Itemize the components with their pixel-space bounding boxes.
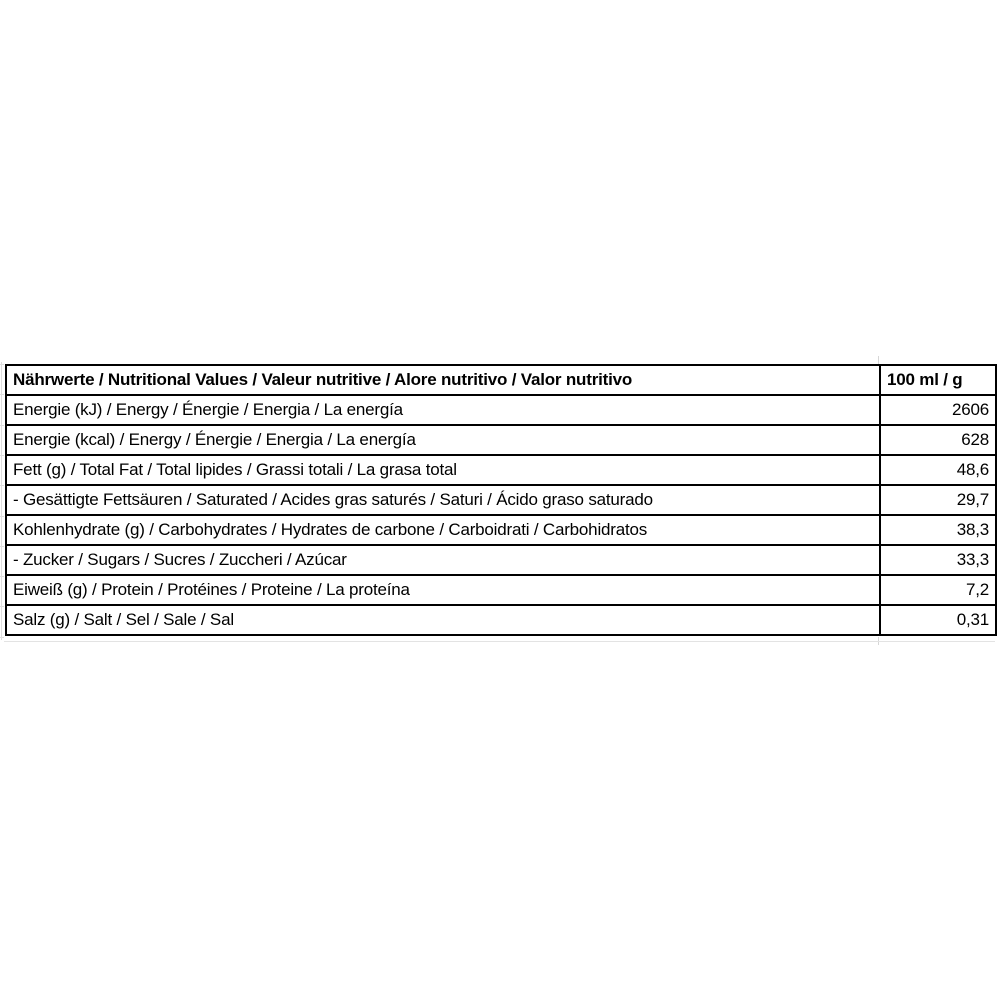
table-row [6,545,996,575]
gridline-stub-top [878,356,879,364]
table-row [6,455,996,485]
row-value: 38,3 [880,515,996,545]
table-row [6,395,996,425]
row-value: 7,2 [880,575,996,605]
row-value: 33,3 [880,545,996,575]
row-label: Salz (g) / Salt / Sel / Sale / Sal [6,605,880,635]
row-label: Fett (g) / Total Fat / Total lipides / Grassi totali / La grasa total [6,455,880,485]
table-body [6,395,996,635]
table-header-row [6,365,996,395]
row-value: 0,31 [880,605,996,635]
gridline-row-stub [0,516,4,517]
gridline-row-stub [0,606,4,607]
row-value: 29,7 [880,485,996,515]
row-label: - Gesättigte Fettsäuren / Saturated / Acides gras saturés / Saturi / Ácido graso saturado [6,485,880,515]
row-label: - Zucker / Sugars / Sucres / Zuccheri / Azúcar [6,545,880,575]
table-header-value-column: 100 ml / g [880,365,996,395]
row-label: Eiweiß (g) / Protein / Protéines / Proteine / La proteína [6,575,880,605]
table-header-label: Nährwerte / Nutritional Values / Valeur nutritive / Alore nutritivo / Valor nutritivo [6,365,880,395]
gridline-below-table [4,641,995,642]
table-row [6,485,996,515]
gridline-row-stub [0,425,4,426]
gridline-left-edge [1,362,2,640]
row-label: Kohlenhydrate (g) / Carbohydrates / Hydrates de carbone / Carboidrati / Carbohidratos [6,515,880,545]
row-label: Energie (kcal) / Energy / Énergie / Energia / La energía [6,425,880,455]
gridline-row-stub [0,637,4,638]
table-row [6,605,996,635]
table-row [6,515,996,545]
gridline-row-stub [0,394,4,395]
gridline-row-stub [0,485,4,486]
table-row [6,425,996,455]
row-value: 628 [880,425,996,455]
row-value: 48,6 [880,455,996,485]
gridline-row-stub [0,546,4,547]
nutrition-table [5,364,997,636]
row-value: 2606 [880,395,996,425]
gridline-row-stub [0,364,4,365]
gridline-row-stub [0,455,4,456]
row-label: Energie (kJ) / Energy / Énergie / Energia / La energía [6,395,880,425]
table-row [6,575,996,605]
gridline-row-stub [0,576,4,577]
